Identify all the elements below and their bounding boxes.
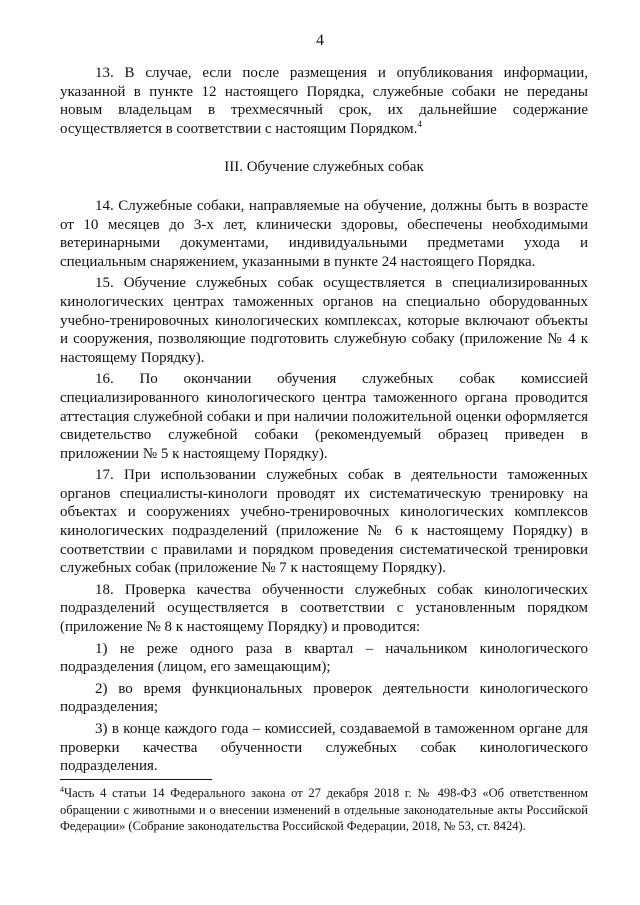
paragraph-14: 14. Служебные собаки, направляемые на обучение, должны быть в возрасте от 10 месяцев до 3-х лет, клинически здоровы, обеспечены необходимыми ветеринарными документами, индивидуальными предметами ухода и специальным снаряжением, указанными в пункте 24 настоящего Порядка.: [60, 197, 588, 270]
section-heading-training: III. Обучение служебных собак: [224, 159, 424, 176]
document-body: [60, 64, 588, 776]
footnote-text: Часть 4 статьи 14 Федерального закона от 27 декабря 2018 г. № 498-ФЗ «Об ответственном обращении с животными и о внесении изменений в отдельные законодательные акты Российской Федерации» (Собрание законодательства Российской Федерации, 2018, № 53, ст. 8424).: [60, 786, 588, 833]
footnote-reference-4: 4: [417, 118, 422, 129]
paragraph-18-item-1: 1) не реже одного раза в квартал – начальником кинологического подразделения (лицом, его замещающим);: [60, 640, 588, 676]
paragraph-18-item-2: 2) во время функциональных проверок деятельности кинологического подразделения;: [60, 680, 588, 716]
paragraph-16: 16. По окончании обучения служебных собак комиссией специализированного кинологического центра таможенного органа проводится аттестация служебной собаки и при наличии положительной оценки оформляется свидетельство служебной собаки (рекомендуемый образец приведен в приложении № 5 к настоящему Порядку).: [60, 371, 588, 462]
paragraph-18-item-3: 3) в конце каждого года – комиссией, создаваемой в таможенном органе для проверки качества обученности служебных собак кинологического подразделения.: [60, 721, 588, 775]
footnote-separator: [60, 779, 212, 780]
footnote-mark: 4: [60, 784, 64, 794]
page-number: 4: [316, 32, 324, 49]
paragraph-18: 18. Проверка качества обученности служебных собак кинологических подразделений осуществляется в соответствии с установленным порядком (приложение № 8 к настоящему Порядку) и проводится:: [60, 581, 588, 636]
paragraph-13-text: 13. В случае, если после размещения и опубликования информации, указанной в пункте 12 настоящего Порядка, служебные собаки не переданы новым владельцам в трехмесячный срок, их дальнейшие содержание осуществляется в соответствии с настоящим Порядком: [60, 65, 588, 137]
footnote-4: [60, 785, 588, 835]
paragraph-13: 13. В случае, если после размещения и опубликования информации, указанной в пункте 12 настоящего Порядка, служебные собаки не переданы новым владельцам в трехмесячный срок, их дальнейшие содержание осуществляется в соответствии с настоящим Порядком.$^4$: [60, 65, 588, 137]
paragraph-17: 17. При использовании служебных собак в деятельности таможенных органов специалисты-кинологи проводят их систематическую тренировку на объектах и сооружениях учебно-тренировочных кинологических комплексов кинологических подразделений (приложение № 6 к настоящему Порядку) в соответствии с правилами и порядком проведения систематической тренировки служебных собак (приложение № 7 к настоящему Порядку).: [60, 467, 588, 577]
paragraph-15: 15. Обучение служебных собак осуществляется в специализированных кинологических центрах таможенных органов на специально оборудованных учебно-тренировочных кинологических комплексах, которые включают объекты и сооружения, позволяющие подготовить служебную собаку (приложение № 4 к настоящему Порядку).: [60, 275, 588, 366]
